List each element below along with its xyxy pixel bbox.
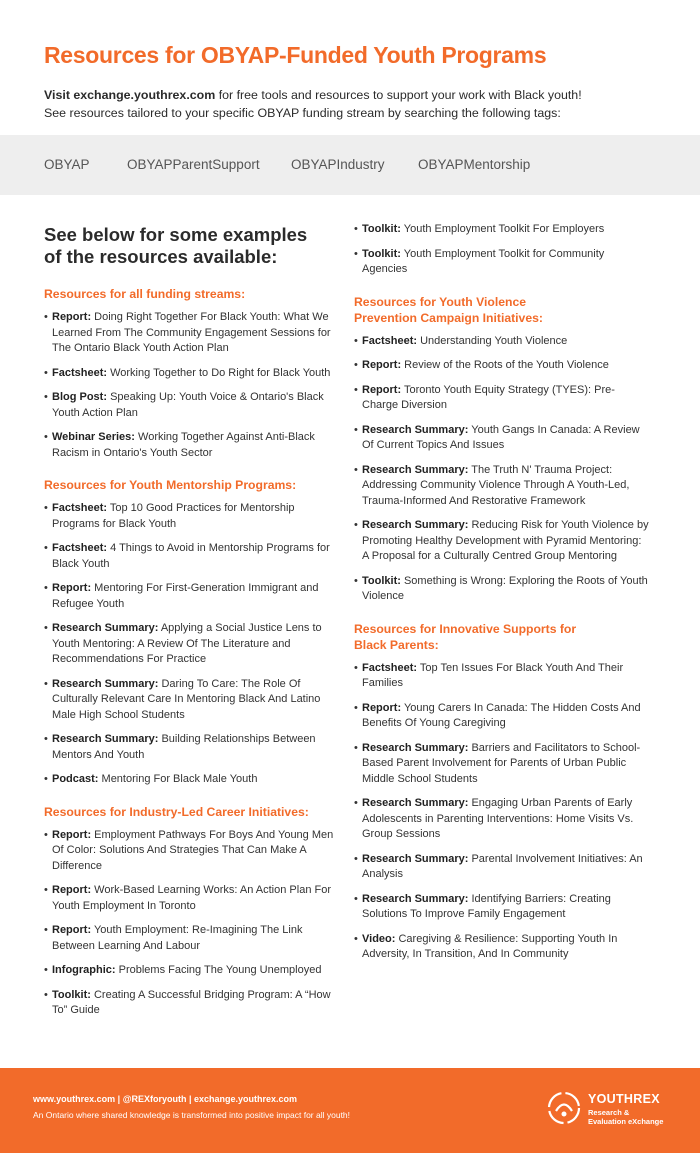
- resource-type: Research Summary:: [362, 852, 469, 865]
- resource-type: Research Summary:: [52, 677, 159, 690]
- resource-title[interactable]: Youth Employment Toolkit for Community Agencies: [362, 247, 605, 275]
- resource-title[interactable]: Doing Right Together For Black Youth: What We Learned From The Community Engagement Sessions for The Ontario Black Youth Action Plan: [52, 311, 331, 354]
- resource-title[interactable]: Reducing Risk for Youth Violence by Promoting Healthy Development with Pyramid Mentoring: A Proposal for a Culturally Centred Group Mentoring: [362, 519, 649, 562]
- resource-title[interactable]: Top 10 Good Practices for Mentorship Programs for Black Youth: [52, 502, 295, 530]
- resource-type: Video:: [362, 932, 396, 945]
- resource-type: Report:: [52, 924, 92, 936]
- resource-title[interactable]: Barriers and Facilitators to School-Based Parent Involvement for Parents of Urban Public Middle School Students: [362, 741, 641, 785]
- resource-item[interactable]: [44, 883, 334, 914]
- resource-title[interactable]: Youth Employment Toolkit For Employers: [403, 223, 605, 235]
- resource-type: Blog Post:: [52, 391, 107, 403]
- resource-title[interactable]: Work-Based Learning Works: An Action Plan For Youth Employment In Toronto: [52, 884, 331, 912]
- resource-type: Research Summary:: [362, 423, 469, 436]
- resource-type: Report:: [362, 701, 402, 714]
- intro-line-1-rest: for free tools and resources to support your work with Black youth!: [215, 88, 582, 102]
- resource-list-industry: [44, 828, 334, 1019]
- resource-type: Infographic:: [52, 964, 116, 976]
- resource-type: Report:: [362, 383, 402, 396]
- resource-item[interactable]: [354, 932, 650, 963]
- footer: [0, 1068, 700, 1153]
- resource-title[interactable]: Working Together to Do Right for Black Youth: [110, 366, 331, 379]
- resource-type: Report:: [52, 311, 92, 323]
- resource-type: Factsheet:: [52, 366, 108, 379]
- resource-title[interactable]: 4 Things to Avoid in Mentorship Programs for Black Youth: [52, 542, 330, 570]
- resource-type: Toolkit:: [362, 574, 401, 587]
- resource-type: Factsheet:: [362, 334, 418, 347]
- resource-title[interactable]: Caregiving & Resilience: Supporting Youth In Adversity, In Transition, And In Community: [362, 932, 618, 960]
- resource-item[interactable]: [354, 463, 650, 510]
- resource-item[interactable]: [354, 741, 650, 788]
- logo-name: YOUTHREX: [588, 1092, 660, 1106]
- resource-type: Research Summary:: [362, 463, 469, 476]
- resource-item[interactable]: [354, 796, 650, 843]
- resource-title[interactable]: Applying a Social Justice Lens to Youth Mentoring: A Review Of The Literature and Recommendations For Practice: [52, 622, 322, 665]
- resource-item[interactable]: [354, 334, 650, 350]
- resource-type: Webinar Series:: [52, 431, 135, 443]
- examples-heading-line-1: See below for some examples: [44, 224, 308, 245]
- resource-type: Report:: [52, 884, 92, 896]
- resource-item[interactable]: [354, 892, 650, 923]
- resource-item[interactable]: [44, 621, 334, 668]
- resource-title[interactable]: Parental Involvement Initiatives: An Analysis: [362, 852, 643, 880]
- resource-item[interactable]: [354, 222, 650, 238]
- tag-bar: [0, 135, 700, 195]
- resource-type: Toolkit:: [362, 223, 401, 235]
- resource-item[interactable]: [44, 430, 334, 461]
- tag-obyap[interactable]: OBYAP: [44, 157, 90, 172]
- resource-title[interactable]: The Truth N' Trauma Project: Addressing Community Violence Through A Youth-Led, Trauma-Informed And Restorative Framework: [362, 463, 630, 507]
- resource-item[interactable]: [44, 923, 334, 954]
- resource-title[interactable]: Employment Pathways For Boys And Young Men Of Color: Solutions And Strategies That Can Make A Difference: [52, 828, 334, 872]
- resource-item[interactable]: [354, 661, 650, 692]
- resource-type: Factsheet:: [362, 661, 418, 674]
- examples-heading: [44, 224, 334, 268]
- resource-item[interactable]: [44, 581, 334, 612]
- intro-text: [44, 86, 674, 122]
- section-title-violence-line-2: Prevention Campaign Initiatives:: [354, 310, 543, 325]
- tag-obyap-mentorship[interactable]: OBYAPMentorship: [418, 157, 531, 172]
- resource-list-all-streams: [44, 310, 334, 461]
- resource-title[interactable]: Review of the Roots of the Youth Violence: [404, 359, 609, 371]
- section-title-parents-line-1: Resources for Innovative Supports for: [354, 621, 577, 636]
- resource-item[interactable]: [44, 366, 334, 382]
- resource-type: Toolkit:: [362, 247, 401, 260]
- resource-item[interactable]: [354, 574, 650, 605]
- resource-title[interactable]: Engaging Urban Parents of Early Adolescents in Parenting Interventions: Home Visits Vs. Group Sessions: [362, 797, 634, 840]
- resource-title[interactable]: Understanding Youth Violence: [420, 334, 568, 347]
- logo-subtitle-line-1: Research &: [588, 1108, 630, 1117]
- tag-obyap-industry[interactable]: OBYAPIndustry: [291, 157, 385, 172]
- intro-link[interactable]: Visit exchange.youthrex.com: [44, 88, 216, 102]
- resource-item[interactable]: [44, 390, 334, 421]
- youthrex-logo: [546, 1090, 676, 1130]
- intro-line-1: [44, 86, 674, 104]
- right-column: [354, 222, 650, 979]
- section-title-violence-line-1: Resources for Youth Violence: [354, 294, 527, 309]
- page-title: Resources for OBYAP-Funded Youth Programs: [44, 42, 547, 68]
- resource-list-violence-prevention: [354, 334, 650, 605]
- resource-type: Research Summary:: [362, 797, 469, 809]
- resource-type: Research Summary:: [362, 741, 469, 754]
- resource-item[interactable]: [354, 423, 650, 454]
- resource-type: Research Summary:: [52, 622, 159, 634]
- footer-links[interactable]: www.youthrex.com | @REXforyouth | exchange.youthrex.com: [33, 1094, 298, 1104]
- resource-title[interactable]: Speaking Up: Youth Voice & Ontario's Black Youth Action Plan: [52, 391, 324, 419]
- resource-item[interactable]: [44, 988, 334, 1019]
- resource-item[interactable]: [354, 383, 650, 414]
- resource-title[interactable]: Daring To Care: The Role Of Culturally Relevant Care In Mentoring Black And Latino Male High School Students: [52, 677, 321, 721]
- resource-title[interactable]: Toronto Youth Equity Strategy (TYES): Pre-Charge Diversion: [362, 383, 615, 411]
- resource-type: Research Summary:: [362, 892, 469, 905]
- resource-title[interactable]: Young Carers In Canada: The Hidden Costs And Benefits Of Young Caregiving: [362, 701, 641, 729]
- tag-obyap-parent-support[interactable]: OBYAPParentSupport: [127, 157, 260, 172]
- section-title-industry: Resources for Industry-Led Career Initiatives:: [44, 804, 309, 819]
- resource-type: Factsheet:: [52, 502, 108, 514]
- resource-item[interactable]: [44, 677, 334, 724]
- resource-item[interactable]: [354, 358, 650, 374]
- resource-title[interactable]: Mentoring For First-Generation Immigrant and Refugee Youth: [52, 582, 319, 610]
- resource-item[interactable]: [354, 852, 650, 883]
- resource-title[interactable]: Youth Gangs In Canada: A Review Of Current Topics And Issues: [362, 423, 640, 451]
- intro-line-2: See resources tailored to your specific OBYAP funding stream by searching the following tags:: [44, 106, 561, 120]
- resource-type: Factsheet:: [52, 542, 108, 554]
- examples-heading-line-2: of the resources available:: [44, 246, 278, 267]
- resource-list-black-parents: [354, 661, 650, 963]
- resource-list-industry-continued: [354, 222, 650, 278]
- resource-type: Report:: [52, 828, 92, 841]
- resource-title[interactable]: Creating A Successful Bridging Program: A “How To” Guide: [52, 988, 331, 1016]
- resource-item[interactable]: [44, 310, 334, 357]
- section-title-all-streams: Resources for all funding streams:: [44, 287, 246, 301]
- youthrex-circle-logo-icon: [546, 1090, 582, 1126]
- resource-title[interactable]: Youth Employment: Re-Imagining The Link Between Learning And Labour: [52, 924, 303, 952]
- resource-title[interactable]: Identifying Barriers: Creating Solutions To Improve Family Engagement: [362, 892, 611, 920]
- resource-type: Research Summary:: [362, 519, 469, 531]
- resource-item[interactable]: [354, 701, 650, 732]
- left-column: [44, 224, 334, 1035]
- footer-tagline: An Ontario where shared knowledge is transformed into positive impact for all youth!: [33, 1110, 351, 1120]
- resource-item[interactable]: [44, 732, 334, 763]
- section-title-mentorship: Resources for Youth Mentorship Programs:: [44, 478, 297, 492]
- resource-item[interactable]: [44, 772, 334, 788]
- resource-item[interactable]: [354, 247, 650, 278]
- resource-title[interactable]: Mentoring For Black Male Youth: [101, 773, 258, 785]
- resource-type: Report:: [362, 359, 402, 371]
- resource-title[interactable]: Problems Facing The Young Unemployed: [118, 964, 322, 976]
- resource-type: Podcast:: [52, 773, 99, 785]
- resource-item[interactable]: [44, 501, 334, 532]
- section-title-black-parents: [354, 621, 650, 653]
- resource-item[interactable]: [44, 828, 334, 875]
- resource-title[interactable]: Building Relationships Between Mentors And Youth: [52, 733, 316, 761]
- resource-item[interactable]: [44, 963, 334, 979]
- resource-type: Toolkit:: [52, 988, 91, 1001]
- logo-subtitle: [588, 1108, 663, 1126]
- resource-title[interactable]: Working Together Against Anti-Black Racism in Ontario's Youth Sector: [52, 431, 315, 459]
- logo-subtitle-line-2: Evaluation eXchange: [588, 1117, 664, 1126]
- section-title-parents-line-2: Black Parents:: [354, 637, 439, 652]
- resource-type: Report:: [52, 582, 92, 594]
- resource-list-mentorship: [44, 501, 334, 788]
- resource-item[interactable]: [354, 518, 650, 565]
- resource-item[interactable]: [44, 541, 334, 572]
- resource-title[interactable]: Something is Wrong: Exploring the Roots of Youth Violence: [362, 574, 648, 602]
- resource-type: Research Summary:: [52, 733, 159, 745]
- section-title-violence-prevention: [354, 294, 650, 326]
- resource-title[interactable]: Top Ten Issues For Black Youth And Their Families: [362, 661, 624, 689]
